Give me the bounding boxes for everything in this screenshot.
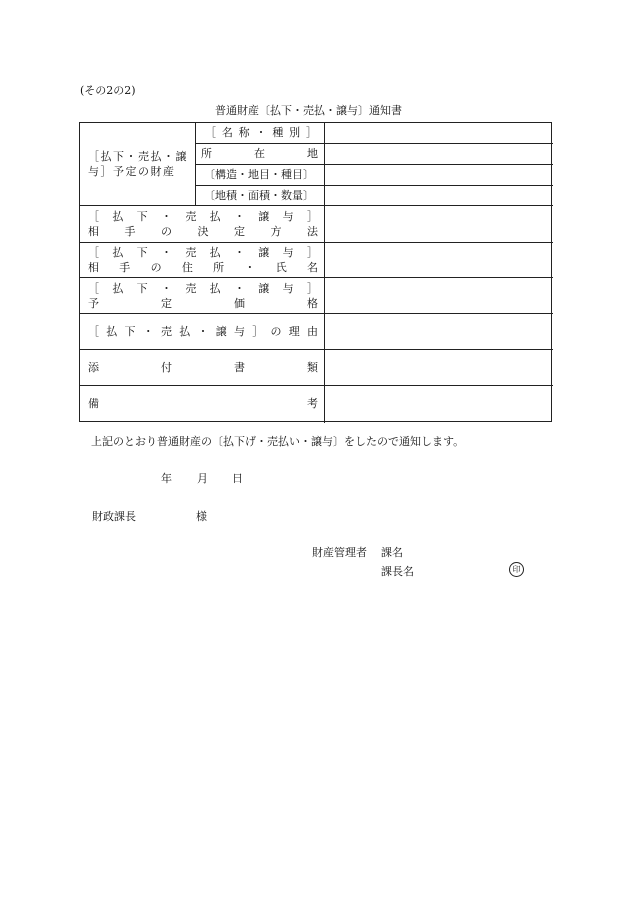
recipient-honorific: 様 xyxy=(196,510,207,523)
property-location-label: 所 在 地 xyxy=(201,147,318,160)
notice-table xyxy=(79,122,552,422)
decision-method-label-line2: 相 手 の 決 定 方 法 xyxy=(88,225,318,238)
date-year: 年 xyxy=(161,472,172,485)
property-group-label-line1: ［払下・売払・譲 xyxy=(88,150,188,163)
property-name-type-label: ［ 名 称 ・ 種 別 ］ xyxy=(205,126,317,139)
property-group-label-line2: 与］予定の財産 xyxy=(88,165,176,178)
sender-role: 財産管理者 xyxy=(312,546,367,559)
recipient-title: 財政課長 xyxy=(92,510,136,523)
date-day: 日 xyxy=(232,472,243,485)
date-month: 月 xyxy=(197,472,208,485)
counterparty-label-line2: 相 手 の 住 所 ・ 氏 名 xyxy=(88,261,318,274)
seal-mark: 印 xyxy=(509,562,524,577)
notice-text: 上記のとおり普通財産の〔払下げ・売払い・譲与〕をしたので通知します。 xyxy=(91,435,465,448)
attachments-label: 添 付 書 類 xyxy=(88,361,318,374)
document-title: 普通財産〔払下・売払・譲与〕通知書 xyxy=(215,104,402,117)
property-structure-label: 〔構造・地目・種目〕 xyxy=(204,168,314,181)
price-label-line2: 予 定 価 格 xyxy=(88,297,318,310)
property-area-label: 〔地積・面積・数量〕 xyxy=(204,189,314,202)
price-label-line1: ［ 払 下 ・ 売 払 ・ 譲 与 ］ xyxy=(88,282,318,295)
page-number: (その2の2) xyxy=(80,84,136,97)
counterparty-label-line1: ［ 払 下 ・ 売 払 ・ 譲 与 ］ xyxy=(88,246,318,259)
remarks-label: 備 考 xyxy=(88,397,318,410)
reason-label: ［ 払 下 ・ 売 払 ・ 譲 与 ］ の 理 由 xyxy=(88,325,318,338)
sender-chief-label: 課長名 xyxy=(381,565,414,578)
sender-section-label: 課名 xyxy=(381,546,403,559)
decision-method-label-line1: ［ 払 下 ・ 売 払 ・ 譲 与 ］ xyxy=(88,210,318,223)
